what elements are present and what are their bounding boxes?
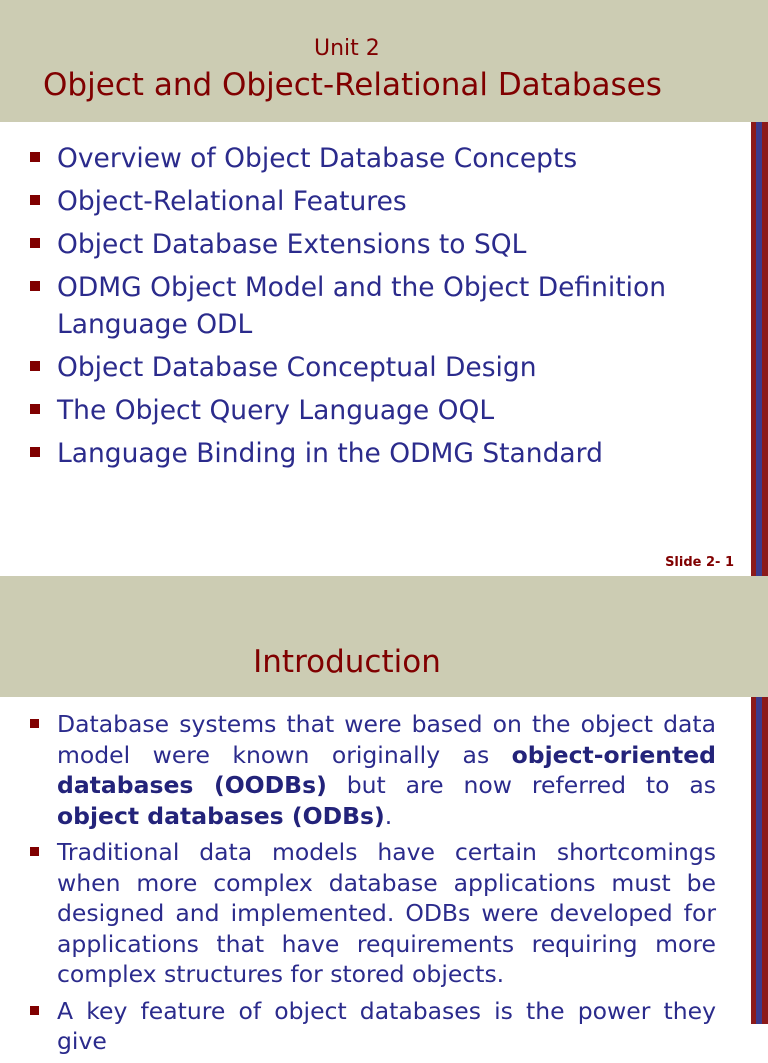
slide-title: Introduction: [253, 644, 441, 680]
intro-list: [28, 709, 716, 1063]
slide-2-header: [0, 576, 768, 697]
slide-number: Slide 2- 1: [665, 555, 734, 570]
text-run: Database systems that were based on the object data model were known originally as: [57, 710, 716, 769]
text-run: .: [384, 801, 393, 830]
slide-1-header: [0, 0, 768, 122]
bold-term: object databases (ODBs): [57, 801, 385, 830]
side-decoration-bars: [751, 122, 768, 576]
list-item: Overview of Object Database Concepts: [28, 140, 728, 177]
unit-label: Unit 2: [314, 36, 380, 61]
topic-list: [28, 140, 728, 478]
list-item: Object-Relational Features: [28, 183, 728, 220]
slide-title: Object and Object-Relational Databases: [43, 67, 662, 103]
list-item: A key feature of object databases is the power they give: [28, 996, 716, 1057]
list-item: Language Binding in the ODMG Standard: [28, 435, 728, 472]
list-item: ODMG Object Model and the Object Definition Language ODL: [28, 269, 728, 343]
list-item: Traditional data models have certain shortcomings when more complex database applications must be designed and implemented. ODBs were developed for applications that have requirements requiring more complex structures for stored objects.: [28, 837, 716, 990]
bold-term: object-oriented databases (OODBs): [57, 740, 716, 799]
side-decoration-bars: [751, 697, 768, 1024]
list-item: The Object Query Language OQL: [28, 392, 728, 429]
list-item: [28, 709, 716, 831]
list-item: Object Database Extensions to SQL: [28, 226, 728, 263]
slide-2: [0, 576, 768, 1055]
text-run: but are now referred to as: [326, 771, 716, 799]
list-item: Object Database Conceptual Design: [28, 349, 728, 386]
